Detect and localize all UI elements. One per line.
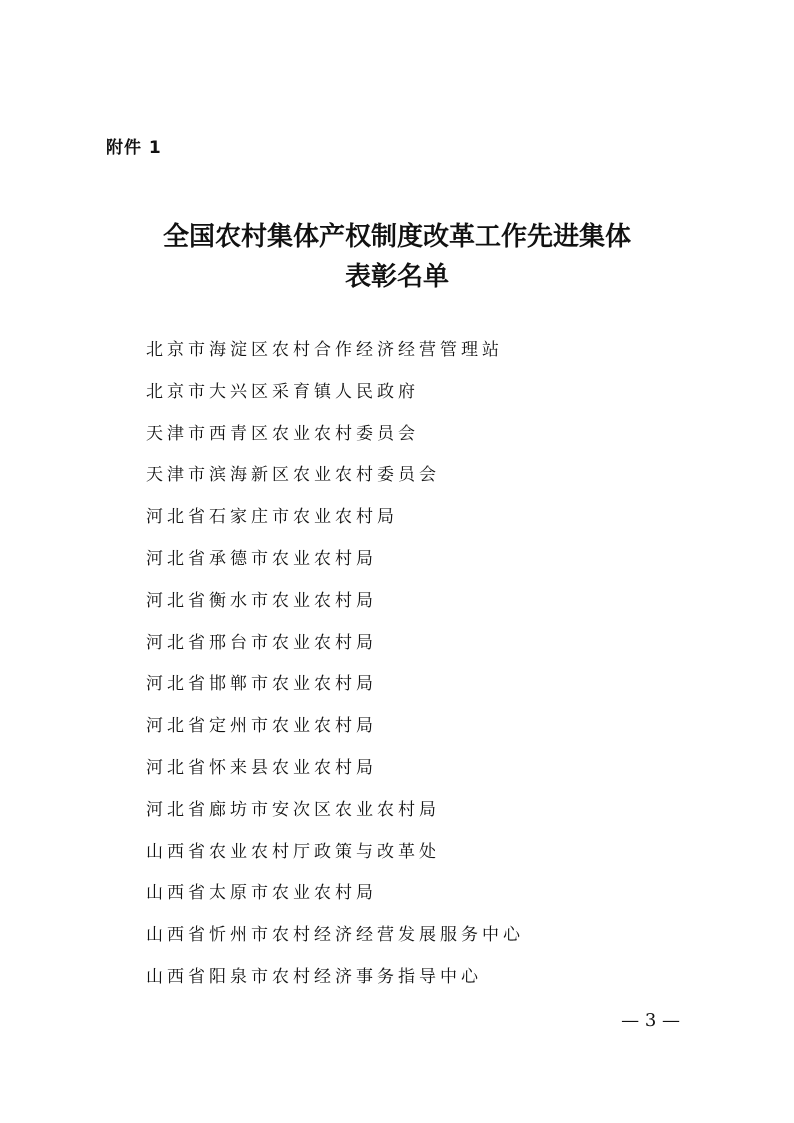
list-item: 山西省阳泉市农村经济事务指导中心 — [146, 966, 482, 987]
list-item: 河北省廊坊市安次区农业农村局 — [146, 799, 440, 820]
page-number: — 3 — — [621, 1010, 680, 1031]
list-item: 天津市西青区农业农村委员会 — [146, 423, 419, 444]
list-item: 河北省石家庄市农业农村局 — [146, 507, 398, 528]
list-item: 北京市大兴区采育镇人民政府 — [146, 381, 419, 402]
list-item: 河北省定州市农业农村局 — [146, 716, 377, 737]
document-title-line-1: 全国农村集体产权制度改革工作先进集体 — [162, 222, 631, 252]
list-item: 天津市滨海新区农业农村委员会 — [146, 465, 440, 486]
document-title-line-2: 表彰名单 — [344, 262, 449, 292]
list-item: 河北省衡水市农业农村局 — [146, 590, 377, 611]
list-item: 河北省邯郸市农业农村局 — [146, 674, 377, 695]
list-item: 河北省邢台市农业农村局 — [146, 632, 377, 653]
attachment-label: 附件 1 — [106, 138, 162, 158]
honoree-list — [146, 336, 524, 1005]
list-item: 河北省承德市农业农村局 — [146, 548, 377, 569]
list-item: 河北省怀来县农业农村局 — [146, 757, 377, 778]
list-item: 北京市海淀区农村合作经济经营管理站 — [146, 340, 503, 360]
list-item: 山西省忻州市农村经济经营发展服务中心 — [146, 925, 524, 946]
list-item: 山西省农业农村厅政策与改革处 — [146, 841, 440, 862]
list-item: 山西省太原市农业农村局 — [146, 883, 377, 904]
